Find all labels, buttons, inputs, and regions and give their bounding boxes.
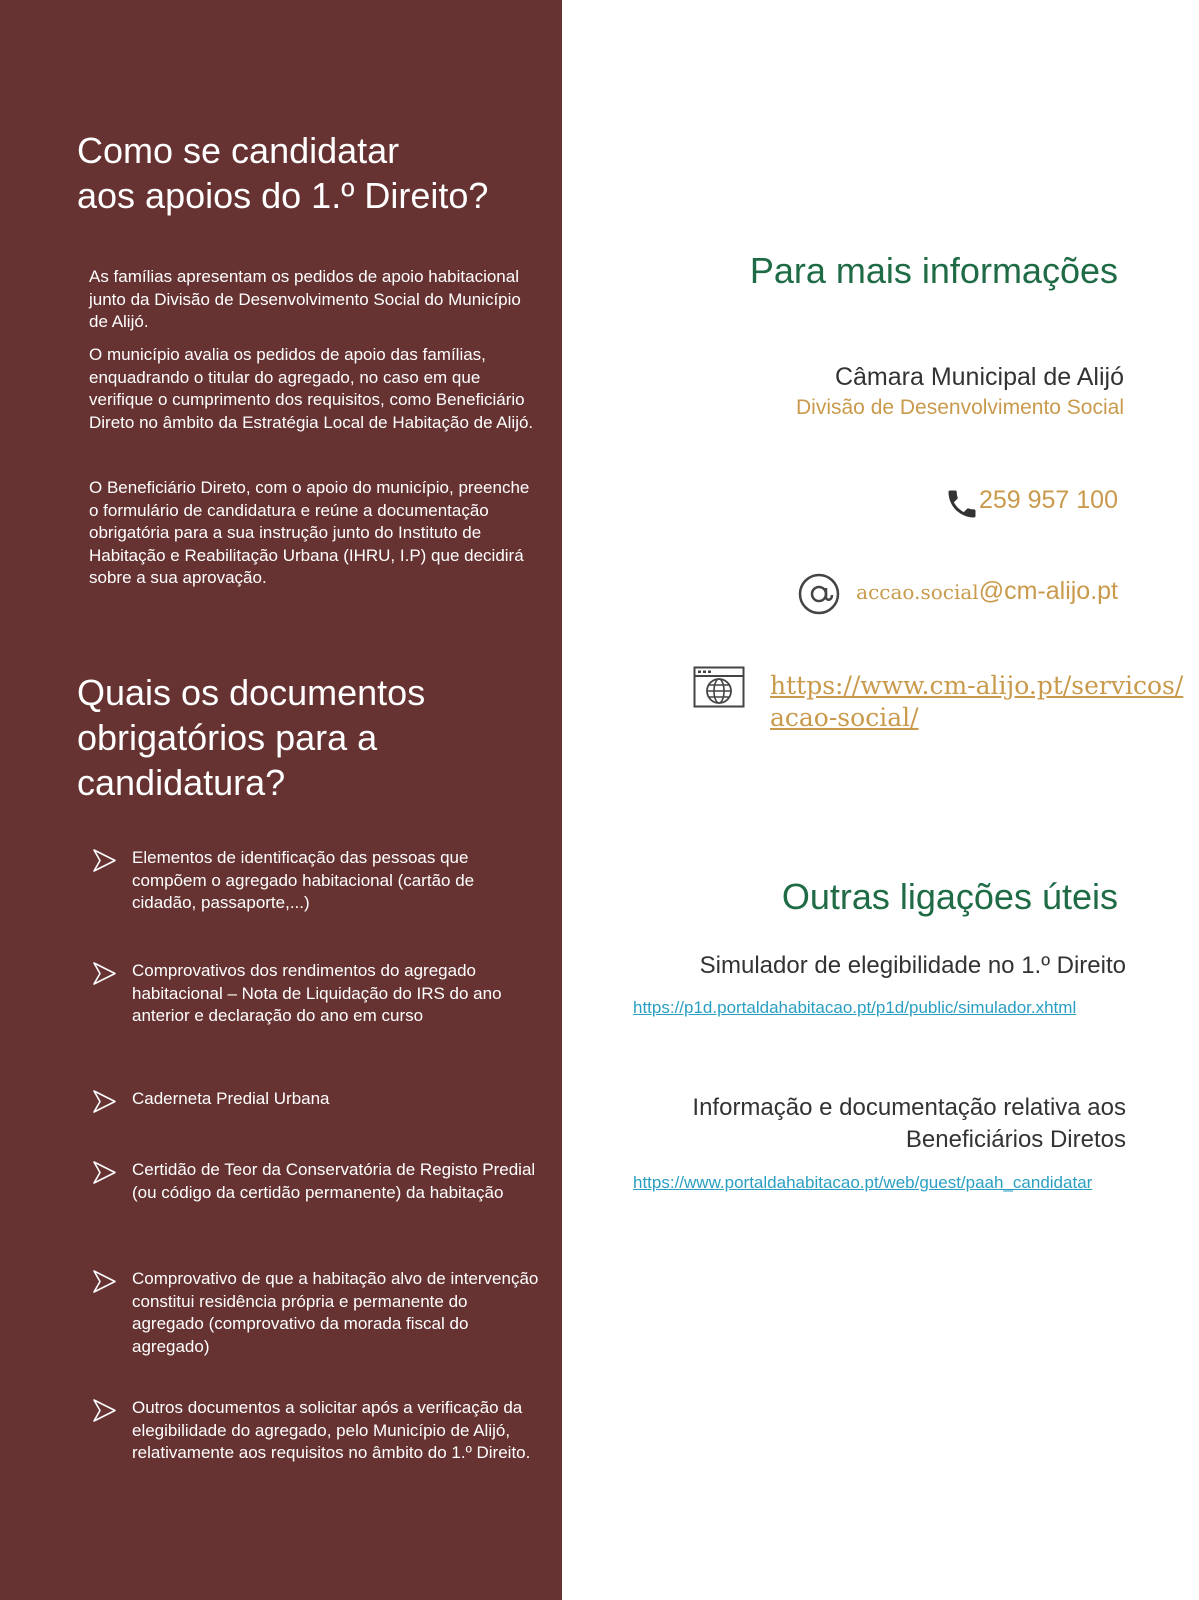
web-browser-icon: [693, 666, 745, 708]
phone-icon: [944, 486, 980, 522]
beneficiarios-link[interactable]: https://www.portaldahabitacao.pt/web/guest/paah_candidatar: [633, 1173, 1093, 1192]
phone-number[interactable]: 259 957 100: [978, 486, 1118, 514]
paragraph-1: As famílias apresentam os pedidos de apoio habitacional junto da Divisão de Desenvolvimento Social do Município de Alijó.: [89, 267, 521, 331]
heading-mais-informacoes: Para mais informações: [749, 250, 1118, 291]
org-name: Câmara Municipal de Alijó: [834, 363, 1124, 391]
document-item: Comprovativo de que a habitação alvo de intervenção constitui residência própria e permanente do agregado (comprovativo da morada fiscal do agregado): [92, 1268, 542, 1358]
arrow-bullet-icon: [92, 961, 117, 986]
document-item: Certidão de Teor da Conservatória de Registo Predial (ou código da certidão permanente) da habitação: [92, 1159, 542, 1204]
document-item: Caderneta Predial Urbana: [92, 1088, 542, 1111]
heading-outras-ligacoes: Outras ligações úteis: [781, 876, 1118, 917]
at-sign-icon: [797, 572, 841, 616]
paragraph-2: O município avalia os pedidos de apoio das famílias, enquadrando o titular do agregado, no caso em que verifique o cumprimento dos requisitos, como Beneficiário Direto no âmbito da Estratégia Local de Habitação de Alijó.: [89, 345, 534, 432]
arrow-bullet-icon: [92, 1160, 117, 1185]
left-panel: [0, 0, 562, 1600]
document-item: Elementos de identificação das pessoas que compõem o agregado habitacional (cartão de cidadão, passaporte,...): [92, 847, 542, 915]
arrow-bullet-icon: [92, 1398, 117, 1423]
heading-documentos: Quais os documentos obrigatórios para a candidatura?: [77, 672, 426, 803]
arrow-bullet-icon: [92, 848, 117, 873]
arrow-bullet-icon: [92, 1269, 117, 1294]
org-division: Divisão de Desenvolvimento Social: [796, 396, 1124, 419]
simulator-link[interactable]: https://p1d.portaldahabitacao.pt/p1d/public/simulador.xhtml: [633, 998, 1077, 1017]
arrow-bullet-icon: [92, 1089, 117, 1114]
website-link[interactable]: https://www.cm-alijo.pt/servicos/ acao-social/: [770, 671, 1184, 732]
document-item: Comprovativos dos rendimentos do agregado habitacional – Nota de Liquidação do IRS do ano anterior e declaração do ano em curso: [92, 960, 542, 1028]
document-item: Outros documentos a solicitar após a verificação da elegibilidade do agregado, pelo Município de Alijó, relativamente aos requisitos no âmbito do 1.º Direito.: [92, 1397, 542, 1465]
email-address[interactable]: accao.social@cm-alijo.pt: [856, 577, 1118, 605]
simulator-title: Simulador de elegibilidade no 1.º Direito: [699, 952, 1126, 979]
beneficiarios-title: Informação e documentação relativa aos Beneficiários Diretos: [692, 1094, 1126, 1153]
paragraph-3: O Beneficiário Direto, com o apoio do município, preenche o formulário de candidatura e reúne a documentação obrigatória para a sua instrução junto do Instituto de Habitação e Reabilitação Urbana (IHRU, I.P) que decidirá sobre a sua aprovação.: [89, 478, 530, 587]
heading-como-candidatar: Como se candidatar aos apoios do 1.º Direito?: [77, 130, 489, 216]
